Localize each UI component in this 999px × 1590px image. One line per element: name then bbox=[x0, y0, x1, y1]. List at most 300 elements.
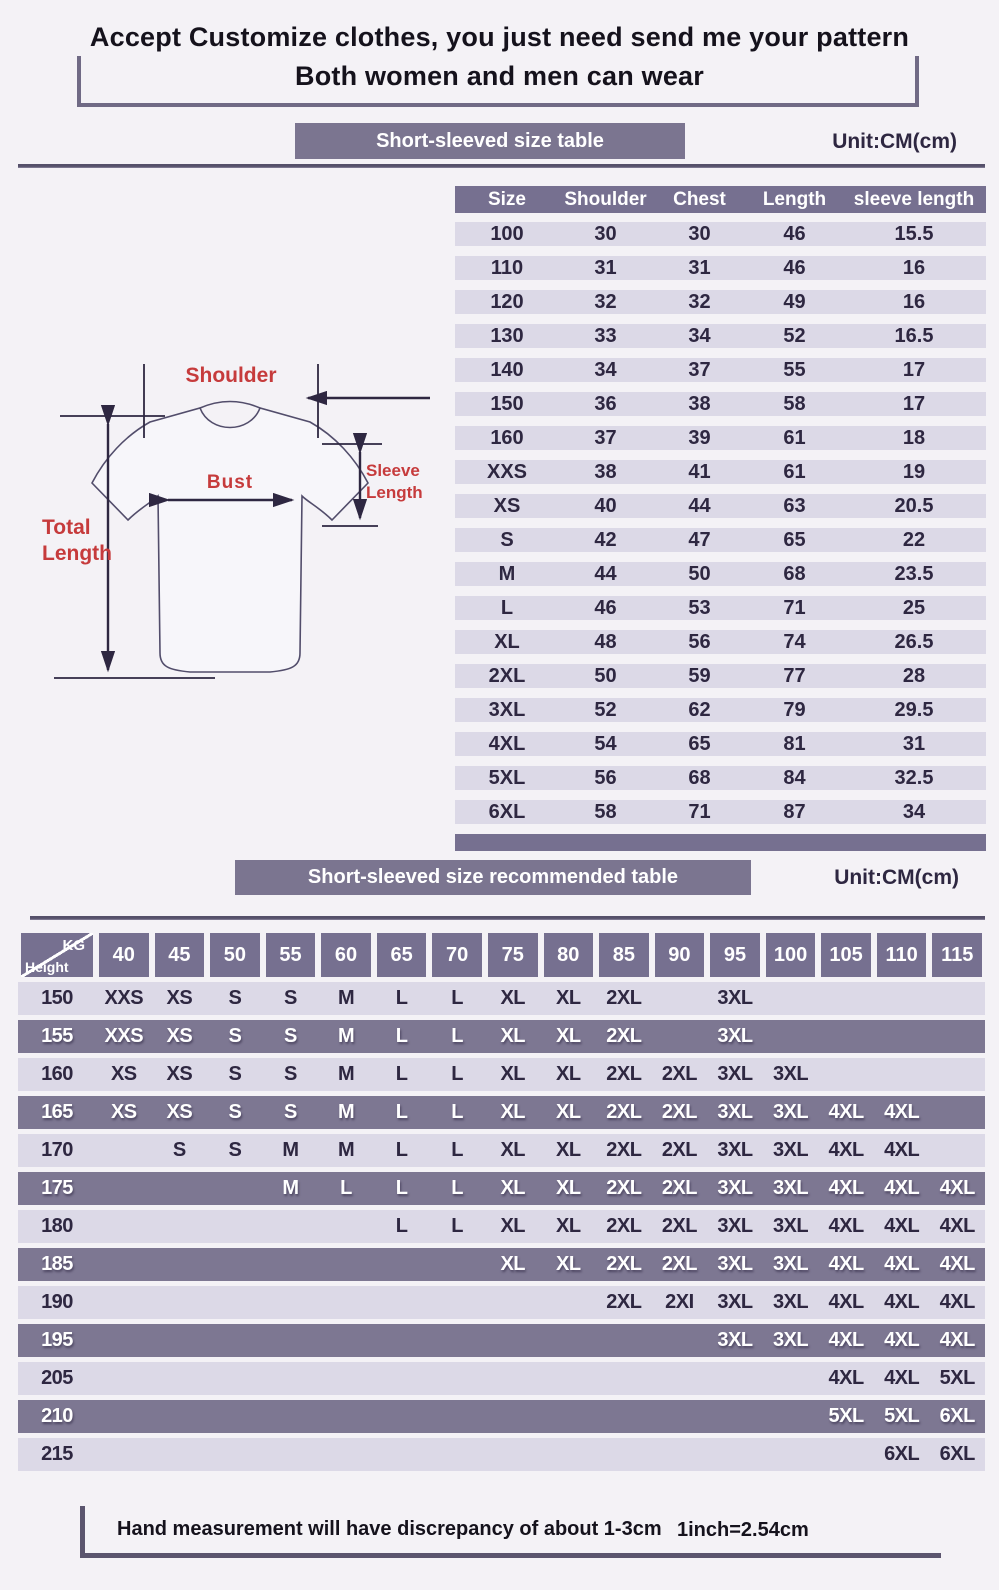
cell-length: 61 bbox=[783, 427, 806, 449]
cell-sleeve-length: 16 bbox=[902, 257, 926, 279]
size-value-cell: 4XL bbox=[884, 1101, 920, 1123]
size-value-cell: 3XL bbox=[717, 1253, 753, 1275]
height-cell: 160 bbox=[41, 1063, 73, 1085]
cell-sleeve-length: 28 bbox=[902, 665, 926, 687]
cell-sleeve-length: 26.5 bbox=[894, 631, 934, 653]
size-value-cell: 2XL bbox=[606, 1291, 642, 1313]
size-value-cell bbox=[207, 1286, 263, 1319]
size-value-cell bbox=[152, 1324, 208, 1357]
size-value-cell: L bbox=[451, 1139, 464, 1161]
size-value-cell: 4XL bbox=[884, 1329, 920, 1351]
kg-height-corner-cell bbox=[18, 933, 96, 977]
tshirt-measurement-diagram bbox=[30, 348, 430, 685]
size-table-row bbox=[455, 528, 986, 552]
size-value-cell bbox=[152, 1438, 208, 1471]
weight-header-cell: 45 bbox=[152, 933, 208, 977]
size-value-cell: XL bbox=[500, 1253, 525, 1275]
cell-length: 55 bbox=[783, 359, 806, 381]
recommend-table-row bbox=[18, 1286, 985, 1319]
size-value-cell: XL bbox=[556, 1177, 581, 1199]
size-table-row bbox=[455, 698, 986, 722]
weight-header-cell: 80 bbox=[541, 933, 597, 977]
size-value-cell: 5XL bbox=[939, 1367, 975, 1389]
cell-sleeve-length: 16.5 bbox=[894, 325, 934, 347]
cell-size: 6XL bbox=[488, 801, 526, 823]
size-value-cell: M bbox=[337, 1063, 355, 1085]
size-value-cell: L bbox=[451, 1177, 464, 1199]
cell-size: 5XL bbox=[488, 767, 526, 789]
corner-kg-label: KG bbox=[62, 937, 85, 954]
size-value-cell bbox=[818, 1020, 874, 1053]
size-value-cell: 4XL bbox=[884, 1367, 920, 1389]
size-value-cell bbox=[152, 1400, 208, 1433]
cell-shoulder: 42 bbox=[594, 529, 617, 551]
cell-length: 77 bbox=[783, 665, 806, 687]
size-value-cell: XL bbox=[556, 1215, 581, 1237]
size-value-cell: 4XL bbox=[939, 1291, 975, 1313]
size-value-cell: L bbox=[451, 1063, 464, 1085]
size-table-row bbox=[455, 596, 986, 620]
middle-divider bbox=[30, 916, 985, 920]
cell-chest: 62 bbox=[688, 699, 711, 721]
size-table-row bbox=[455, 800, 986, 824]
height-cell: 170 bbox=[41, 1139, 73, 1161]
size-value-cell: 4XL bbox=[884, 1291, 920, 1313]
size-value-cell: L bbox=[395, 1139, 408, 1161]
size-value-cell: XL bbox=[500, 1063, 525, 1085]
size-value-cell bbox=[652, 1362, 708, 1395]
size-value-cell bbox=[707, 1400, 763, 1433]
size-value-cell bbox=[596, 1400, 652, 1433]
size-value-cell bbox=[874, 982, 930, 1015]
cell-chest: 65 bbox=[688, 733, 711, 755]
size-value-cell bbox=[152, 1172, 208, 1205]
weight-header-cell: 55 bbox=[263, 933, 319, 977]
cell-shoulder: 37 bbox=[594, 427, 617, 449]
size-value-cell bbox=[207, 1248, 263, 1281]
size-value-cell: 3XL bbox=[717, 1063, 753, 1085]
size-value-cell bbox=[374, 1362, 430, 1395]
cell-shoulder: 31 bbox=[594, 257, 617, 279]
size-table-row bbox=[455, 664, 986, 688]
size-value-cell: 4XL bbox=[828, 1253, 864, 1275]
size-value-cell: S bbox=[284, 1063, 297, 1085]
recommend-table-row bbox=[18, 1134, 985, 1167]
size-value-cell bbox=[652, 1400, 708, 1433]
size-value-cell bbox=[596, 1324, 652, 1357]
size-value-cell bbox=[263, 1286, 319, 1319]
cell-chest: 32 bbox=[688, 291, 711, 313]
size-value-cell: L bbox=[451, 987, 464, 1009]
cell-size: 130 bbox=[490, 325, 524, 347]
size-value-cell bbox=[318, 1248, 374, 1281]
cell-chest: 50 bbox=[688, 563, 711, 585]
tshirt-collar-line bbox=[200, 402, 260, 409]
cell-sleeve-length: 29.5 bbox=[894, 699, 934, 721]
tshirt-outline bbox=[92, 408, 368, 672]
total-length-label-line1: Total bbox=[42, 516, 91, 539]
size-table-row bbox=[455, 426, 986, 450]
cell-length: 71 bbox=[783, 597, 806, 619]
recommend-header-row bbox=[18, 933, 985, 977]
size-value-cell: 4XL bbox=[828, 1177, 864, 1199]
size-value-cell bbox=[263, 1324, 319, 1357]
size-value-cell bbox=[429, 1362, 485, 1395]
size-value-cell: XS bbox=[110, 1063, 137, 1085]
size-value-cell bbox=[318, 1210, 374, 1243]
size-value-cell: 3XL bbox=[717, 1177, 753, 1199]
size-value-cell bbox=[874, 1058, 930, 1091]
cell-chest: 44 bbox=[688, 495, 711, 517]
cell-chest: 37 bbox=[688, 359, 711, 381]
size-value-cell bbox=[596, 1438, 652, 1471]
size-value-cell: M bbox=[282, 1177, 299, 1199]
size-value-cell: L bbox=[340, 1177, 352, 1199]
size-value-cell: 3XL bbox=[772, 1101, 809, 1123]
height-cell: 205 bbox=[41, 1367, 73, 1389]
height-cell: 215 bbox=[41, 1443, 73, 1465]
cell-size: S bbox=[500, 529, 514, 551]
cell-length: 74 bbox=[783, 631, 806, 653]
cell-sleeve-length: 15.5 bbox=[894, 223, 934, 245]
cell-chest: 71 bbox=[688, 801, 711, 823]
size-value-cell: XXS bbox=[104, 1025, 144, 1047]
size-value-cell bbox=[263, 1400, 319, 1433]
size-value-cell bbox=[541, 1400, 597, 1433]
size-table-row bbox=[455, 324, 986, 348]
size-value-cell bbox=[707, 1438, 763, 1471]
size-value-cell: 6XL bbox=[939, 1443, 975, 1465]
size-value-cell: 2XL bbox=[606, 1215, 642, 1237]
size-value-cell bbox=[763, 1362, 819, 1395]
size-value-cell: 3XL bbox=[772, 1253, 809, 1275]
cell-size: 140 bbox=[490, 359, 524, 381]
weight-header-cell: 60 bbox=[318, 933, 374, 977]
size-value-cell bbox=[152, 1286, 208, 1319]
size-value-cell bbox=[207, 1210, 263, 1243]
size-value-cell: L bbox=[395, 1177, 408, 1199]
size-value-cell: L bbox=[395, 1063, 408, 1085]
cell-length: 65 bbox=[783, 529, 806, 551]
total-length-label-line2: Length bbox=[42, 542, 112, 565]
cell-sleeve-length: 18 bbox=[902, 427, 926, 449]
cell-length: 63 bbox=[783, 495, 806, 517]
size-value-cell bbox=[207, 1400, 263, 1433]
size-value-cell: S bbox=[228, 1025, 242, 1047]
cell-chest: 53 bbox=[688, 597, 711, 619]
size-value-cell bbox=[929, 982, 985, 1015]
size-value-cell bbox=[596, 1362, 652, 1395]
cell-chest: 39 bbox=[688, 427, 711, 449]
size-value-cell bbox=[374, 1286, 430, 1319]
size-value-cell bbox=[818, 982, 874, 1015]
cell-chest: 56 bbox=[688, 631, 711, 653]
size-value-cell bbox=[485, 1438, 541, 1471]
size-value-cell bbox=[541, 1324, 597, 1357]
size-value-cell: 2XL bbox=[661, 1177, 697, 1199]
height-cell: 155 bbox=[41, 1025, 73, 1047]
size-table-body bbox=[455, 222, 986, 824]
size-table-row bbox=[455, 460, 986, 484]
size-table-header-row bbox=[455, 186, 986, 213]
size-value-cell: XXS bbox=[104, 987, 144, 1009]
size-value-cell bbox=[929, 1058, 985, 1091]
weight-header-cell: 50 bbox=[207, 933, 263, 977]
size-value-cell bbox=[96, 1400, 152, 1433]
size-value-cell: 4XL bbox=[828, 1101, 864, 1123]
size-table-row bbox=[455, 562, 986, 586]
cell-shoulder: 32 bbox=[594, 291, 617, 313]
size-value-cell bbox=[763, 1438, 819, 1471]
weight-header-cell: 105 bbox=[818, 933, 874, 977]
cell-shoulder: 56 bbox=[594, 767, 617, 789]
size-value-cell: M bbox=[337, 1139, 355, 1161]
top-divider bbox=[18, 164, 985, 168]
sleeve-length-label-line1: Sleeve bbox=[366, 461, 420, 480]
size-value-cell: 3XL bbox=[717, 987, 753, 1009]
size-value-cell: S bbox=[228, 987, 242, 1009]
size-value-cell bbox=[207, 1362, 263, 1395]
size-value-cell: 3XL bbox=[772, 1063, 809, 1085]
recommend-table-banner: Short-sleeved size recommended table bbox=[235, 860, 751, 895]
cell-shoulder: 54 bbox=[594, 733, 617, 755]
cell-sleeve-length: 34 bbox=[902, 801, 926, 823]
size-value-cell: XL bbox=[556, 1025, 581, 1047]
size-value-cell: S bbox=[172, 1139, 186, 1161]
size-value-cell: L bbox=[395, 1215, 408, 1237]
size-value-cell: 2XL bbox=[661, 1063, 697, 1085]
size-value-cell bbox=[96, 1324, 152, 1357]
size-value-cell: 4XL bbox=[828, 1367, 864, 1389]
size-value-cell bbox=[652, 1324, 708, 1357]
page-title-line2: Both women and men can wear bbox=[295, 61, 704, 91]
size-value-cell: XL bbox=[500, 1025, 525, 1047]
recommend-table-row bbox=[18, 1096, 985, 1129]
sleeve-length-label-line2: Length bbox=[366, 483, 423, 502]
size-value-cell: 5XL bbox=[828, 1405, 864, 1427]
size-value-cell bbox=[96, 1286, 152, 1319]
size-value-cell: M bbox=[337, 1025, 355, 1047]
size-value-cell bbox=[541, 1362, 597, 1395]
size-value-cell bbox=[152, 1248, 208, 1281]
cell-shoulder: 58 bbox=[594, 801, 617, 823]
cell-length: 61 bbox=[783, 461, 806, 483]
footer-note: Hand measurement will have discrepancy of about 1-3cm bbox=[117, 1518, 662, 1540]
col-header-length: Length bbox=[762, 189, 827, 210]
cell-shoulder: 40 bbox=[594, 495, 617, 517]
size-value-cell: 4XL bbox=[828, 1139, 864, 1161]
size-value-cell bbox=[152, 1210, 208, 1243]
recommend-table-row bbox=[18, 1210, 985, 1243]
height-cell: 210 bbox=[41, 1405, 73, 1427]
cell-chest: 68 bbox=[688, 767, 711, 789]
recommend-table-row bbox=[18, 1020, 985, 1053]
size-value-cell: 2XL bbox=[606, 987, 642, 1009]
size-value-cell: S bbox=[228, 1139, 242, 1161]
size-value-cell: L bbox=[395, 1025, 408, 1047]
size-value-cell: 3XL bbox=[772, 1291, 809, 1313]
size-value-cell: 2XL bbox=[661, 1101, 697, 1123]
size-table-row bbox=[455, 630, 986, 654]
size-value-cell: S bbox=[228, 1101, 242, 1123]
size-value-cell bbox=[652, 982, 708, 1015]
cell-size: 3XL bbox=[488, 699, 526, 721]
size-value-cell bbox=[374, 1438, 430, 1471]
weight-header-cell: 40 bbox=[96, 933, 152, 977]
size-value-cell bbox=[929, 1020, 985, 1053]
cell-size: 160 bbox=[490, 427, 524, 449]
cell-sleeve-length: 20.5 bbox=[894, 495, 934, 517]
footer-conversion: 1inch=2.54cm bbox=[677, 1519, 809, 1541]
size-value-cell: 3XL bbox=[717, 1101, 753, 1123]
size-value-cell bbox=[652, 1438, 708, 1471]
size-value-cell: XL bbox=[500, 987, 525, 1009]
size-value-cell: 4XL bbox=[939, 1177, 975, 1199]
size-value-cell bbox=[374, 1400, 430, 1433]
page-title-line1: Accept Customize clothes, you just need send me your pattern bbox=[89, 22, 910, 52]
recommend-table-unit-label: Unit:CM(cm) bbox=[834, 866, 959, 889]
recommend-table-row bbox=[18, 1248, 985, 1281]
size-value-cell: L bbox=[395, 987, 408, 1009]
height-cell: 190 bbox=[41, 1291, 73, 1313]
cell-sleeve-length: 17 bbox=[902, 359, 926, 381]
size-value-cell: 3XL bbox=[717, 1329, 753, 1351]
cell-sleeve-length: 31 bbox=[902, 733, 926, 755]
col-header-shoulder: Shoulder bbox=[564, 189, 647, 210]
size-value-cell: XL bbox=[556, 987, 581, 1009]
cell-length: 79 bbox=[783, 699, 806, 721]
size-table-row bbox=[455, 732, 986, 756]
size-table-footer-bar bbox=[455, 834, 986, 851]
weight-header-cell: 95 bbox=[707, 933, 763, 977]
size-value-cell: 3XL bbox=[772, 1329, 809, 1351]
size-value-cell: 2XL bbox=[661, 1215, 697, 1237]
size-value-cell: 2XL bbox=[606, 1139, 642, 1161]
cell-sleeve-length: 22 bbox=[902, 529, 926, 551]
weight-header-cell: 115 bbox=[929, 933, 985, 977]
cell-chest: 59 bbox=[688, 665, 711, 687]
size-value-cell bbox=[96, 1248, 152, 1281]
cell-chest: 41 bbox=[688, 461, 711, 483]
size-value-cell: 3XL bbox=[772, 1139, 809, 1161]
cell-size: 2XL bbox=[488, 665, 526, 687]
size-value-cell: L bbox=[451, 1101, 464, 1123]
size-value-cell: XS bbox=[166, 1101, 193, 1123]
size-value-cell bbox=[374, 1248, 430, 1281]
size-value-cell: 2XI bbox=[665, 1291, 694, 1313]
size-table-row bbox=[455, 392, 986, 416]
cell-size: 4XL bbox=[488, 733, 526, 755]
size-table-row bbox=[455, 494, 986, 518]
size-table-banner: Short-sleeved size table bbox=[295, 123, 685, 159]
size-value-cell bbox=[652, 1020, 708, 1053]
size-value-cell: XL bbox=[556, 1063, 581, 1085]
cell-chest: 38 bbox=[688, 393, 711, 415]
size-value-cell bbox=[874, 1020, 930, 1053]
size-value-cell bbox=[929, 1096, 985, 1129]
size-value-cell: 4XL bbox=[828, 1215, 864, 1237]
cell-size: M bbox=[498, 563, 516, 585]
size-value-cell: 3XL bbox=[772, 1177, 809, 1199]
cell-shoulder: 48 bbox=[594, 631, 617, 653]
cell-length: 68 bbox=[783, 563, 806, 585]
corner-height-label: Height bbox=[25, 959, 69, 975]
size-value-cell bbox=[263, 1210, 319, 1243]
size-table-row bbox=[455, 766, 986, 790]
size-table-row bbox=[455, 358, 986, 382]
recommend-table-row bbox=[18, 1058, 985, 1091]
weight-header-cell: 70 bbox=[429, 933, 485, 977]
size-value-cell bbox=[96, 1172, 152, 1205]
size-value-cell bbox=[318, 1324, 374, 1357]
size-table-row bbox=[455, 256, 986, 280]
size-table-row bbox=[455, 222, 986, 246]
size-value-cell: 2XL bbox=[606, 1177, 642, 1199]
cell-sleeve-length: 23.5 bbox=[894, 563, 934, 585]
size-value-cell bbox=[207, 1172, 263, 1205]
size-value-cell bbox=[707, 1362, 763, 1395]
cell-shoulder: 46 bbox=[594, 597, 617, 619]
size-value-cell: M bbox=[282, 1139, 299, 1161]
height-cell: 195 bbox=[41, 1329, 73, 1351]
size-value-cell bbox=[763, 1400, 819, 1433]
height-cell: 165 bbox=[41, 1101, 73, 1123]
size-value-cell: XS bbox=[166, 1025, 193, 1047]
size-value-cell: 3XL bbox=[772, 1215, 809, 1237]
weight-header-cell: 65 bbox=[374, 933, 430, 977]
weight-header-cell: 85 bbox=[596, 933, 652, 977]
size-value-cell bbox=[763, 1020, 819, 1053]
cell-sleeve-length: 32.5 bbox=[894, 767, 934, 789]
cell-size: L bbox=[500, 597, 514, 619]
cell-length: 46 bbox=[783, 257, 806, 279]
cell-shoulder: 44 bbox=[594, 563, 617, 585]
size-table-unit-label: Unit:CM(cm) bbox=[832, 130, 957, 153]
cell-length: 87 bbox=[783, 801, 806, 823]
cell-size: 100 bbox=[490, 223, 524, 245]
page-title bbox=[0, 18, 999, 96]
size-value-cell bbox=[929, 1134, 985, 1167]
size-value-cell: L bbox=[451, 1025, 464, 1047]
cell-sleeve-length: 19 bbox=[902, 461, 926, 483]
cell-chest: 30 bbox=[688, 223, 711, 245]
height-cell: 175 bbox=[41, 1177, 73, 1199]
size-value-cell: L bbox=[395, 1101, 408, 1123]
cell-chest: 31 bbox=[688, 257, 711, 279]
size-value-cell bbox=[541, 1438, 597, 1471]
size-value-cell: 2XL bbox=[606, 1063, 642, 1085]
size-value-cell: XL bbox=[556, 1101, 581, 1123]
size-value-cell bbox=[96, 1438, 152, 1471]
size-value-cell: 3XL bbox=[717, 1291, 753, 1313]
size-value-cell: 2XL bbox=[661, 1253, 697, 1275]
size-value-cell: 4XL bbox=[828, 1329, 864, 1351]
size-value-cell: 2XL bbox=[606, 1101, 642, 1123]
cell-sleeve-length: 25 bbox=[902, 597, 926, 619]
size-table bbox=[455, 186, 986, 851]
recommend-table-row bbox=[18, 1362, 985, 1395]
weight-header-cell: 90 bbox=[652, 933, 708, 977]
size-value-cell: XL bbox=[500, 1139, 525, 1161]
size-value-cell bbox=[318, 1362, 374, 1395]
size-value-cell: XL bbox=[556, 1139, 581, 1161]
recommend-table-row bbox=[18, 1438, 985, 1471]
size-value-cell bbox=[429, 1438, 485, 1471]
size-value-cell: XL bbox=[556, 1253, 581, 1275]
size-value-cell bbox=[429, 1324, 485, 1357]
cell-size: XS bbox=[493, 495, 521, 517]
size-value-cell: XS bbox=[110, 1101, 137, 1123]
